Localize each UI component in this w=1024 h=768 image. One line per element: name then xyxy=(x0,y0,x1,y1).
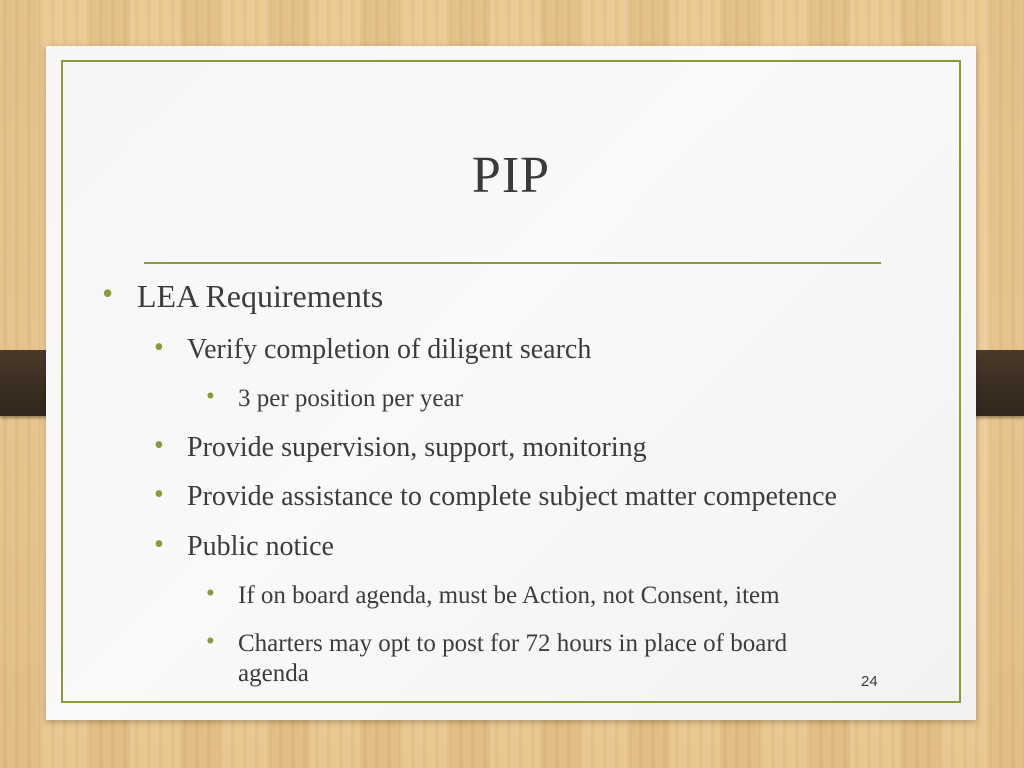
bullet-marker: • xyxy=(154,430,164,461)
bullet-item: LEA Requirements xyxy=(137,278,384,314)
bullet-marker: • xyxy=(206,383,215,410)
bullet-marker: • xyxy=(102,275,114,311)
bullet-marker: • xyxy=(154,479,164,510)
bullet-item: Public notice xyxy=(187,531,334,562)
bullet-marker: • xyxy=(154,529,164,560)
title-divider xyxy=(144,262,881,264)
page-number: 24 xyxy=(861,673,878,690)
bullet-item: Verify completion of diligent search xyxy=(187,334,592,365)
bullet-item: If on board agenda, must be Action, not Consent, item xyxy=(238,582,780,609)
bullet-marker: • xyxy=(206,628,215,655)
bullet-item: Provide supervision, support, monitoring xyxy=(187,432,647,463)
bullet-item-continuation: agenda xyxy=(238,660,309,687)
bullet-item: Provide assistance to complete subject matter competence xyxy=(187,481,837,512)
bullet-marker: • xyxy=(206,580,215,607)
bullet-item: Charters may opt to post for 72 hours in place of board xyxy=(238,630,788,657)
bullet-marker: • xyxy=(154,332,164,363)
bullet-item: 3 per position per year xyxy=(238,385,463,412)
slide-title: PIP xyxy=(471,147,551,204)
slide xyxy=(46,46,976,720)
